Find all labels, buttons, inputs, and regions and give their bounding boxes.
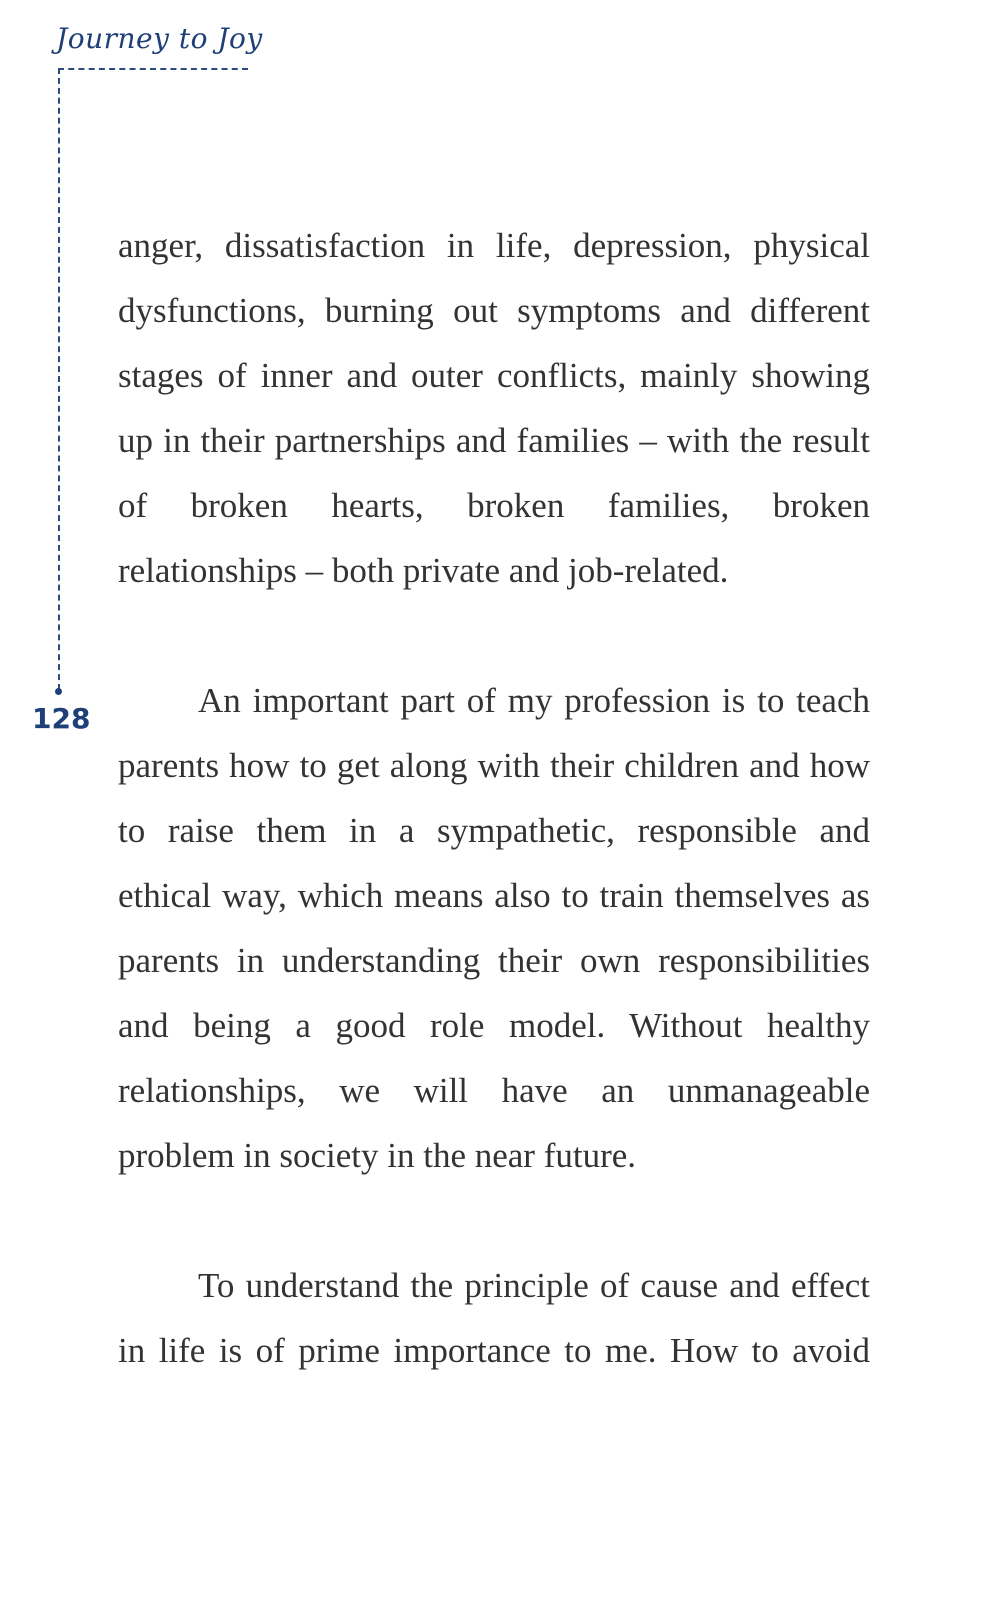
margin-dashed-rule xyxy=(58,68,60,690)
paragraph-profession: An important part of my profession is to teach parents how to get along with their children and how to raise them in a sympathetic, responsible and ethical way, which means also to train themselves as parents in understanding their own responsibilities and being a good role model. Without healthy relationships, we will have an unmanageable problem in society in the near future. xyxy=(118,681,870,1175)
paragraph-cause-effect: To understand the principle of cause and effect in life is of prime importance to me. How to avoid xyxy=(118,1266,870,1370)
body-text xyxy=(118,213,870,1383)
running-header-title: Journey to Joy xyxy=(56,22,263,55)
margin-rule-end-dot xyxy=(55,688,62,695)
header-dashed-rule xyxy=(58,68,248,70)
paragraph-continued: anger, dissatisfaction in life, depression, physical dysfunctions, burning out symptoms and different stages of inner and outer conflicts, mainly showing up in their partnerships and families – with the result of broken hearts, broken families, broken relationships – both private and job-related. xyxy=(118,226,870,590)
page-number: 128 xyxy=(32,702,91,735)
